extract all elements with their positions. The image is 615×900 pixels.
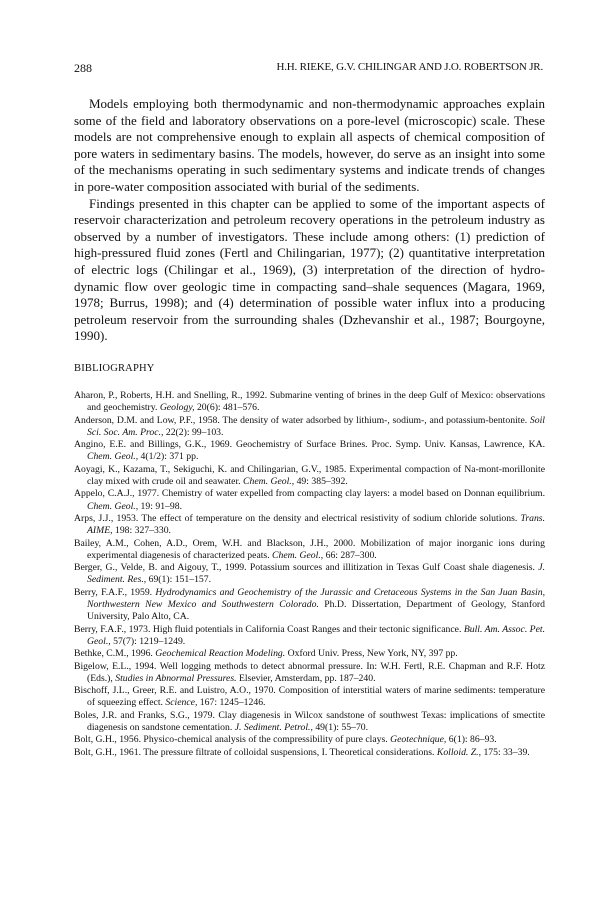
reference-entry [74,587,545,624]
paragraph: Findings presented in this chapter can be applied to some of the important aspects of reservoir characterization and petroleum recovery operations in the petroleum industry as observed by a number of investigators. These include among others: (1) prediction of high-pressured fluid zones (Fertl and Chilingarian, 1977); (2) quantitative interpretation of electric logs (Chilingar et al., 1969), (3) interpretation of the direction of hydro-dynamic flow over geologic time in compacting sand–shale sequences (Magara, 1969, 1978; Burrus, 1998); and (4) determination of possible water influx into a producing petroleum reservoir from the surrounding shales (Dzhevanshir et al., 1987; Bourgoyne, 1990). [74,195,545,344]
reference-source: Kolloid. Z., [436,746,482,758]
reference-source: Geochemical Reaction Modeling. [155,648,286,660]
reference-details: 198: 327–330. [112,525,171,537]
reference-details: Oxford Univ. Press, New York, NY, 397 pp. [285,648,458,660]
reference-entry [74,464,545,489]
reference-source: Studies in Abnormal Pressures. [115,672,237,684]
reference-text: Bischoff, J.L., Greer, R.E. and Luistro, A.O., 1970. Composition of interstitial waters of marine sediments: temperature of squeezing effect. [74,685,545,709]
reference-details: 66: 287–300. [323,549,377,561]
reference-entry [74,562,545,587]
reference-details: 22(2): 99–103. [163,426,224,438]
reference-text: Anderson, D.M. and Low, P.F., 1958. The density of water adsorbed by lithium-, sodium-, and potassium-bentonite. [74,414,530,426]
body-text [74,96,545,345]
reference-text: Bigelow, E.L., 1994. Well logging methods to detect abnormal pressure. In: W.H. Fertl, R.E. Chapman and R.F. Hotz (Eds.), [74,660,545,684]
reference-text: Aharon, P., Roberts, H.H. and Snelling, R., 1992. Submarine venting of brines in the deep Gulf of Mexico: observations and geochemistry. [74,390,545,414]
reference-entry [74,734,545,746]
reference-source: J. Sediment. Res., [87,562,545,586]
reference-details: Elsevier, Amsterdam, pp. 187–240. [236,672,376,684]
reference-entry [74,747,545,759]
reference-entry [74,685,545,710]
reference-source: Chem. Geol., [87,500,139,512]
reference-source: Soil Sci. Soc. Am. Proc., [87,414,545,438]
reference-details: 167: 1245–1246. [197,697,266,709]
reference-text: Berry, F.A.F., 1959. [74,586,156,598]
reference-source: Chem. Geol., [87,451,139,463]
reference-source: Geotechnique, [390,734,447,746]
reference-source: J. Sediment. Petrol., [234,722,313,734]
page-number: 288 [74,61,92,75]
reference-text: Arps, J.J., 1953. The effect of temperature on the density and electrical resistivity of sodium chloride solutions. [74,512,521,524]
reference-entry [74,390,545,415]
reference-source: Science, [165,697,198,709]
reference-details: 6(1): 86–93. [446,734,497,746]
page-header [74,61,543,75]
reference-entry [74,648,545,660]
reference-text: Bethke, C.M., 1996. [74,648,156,660]
running-title: H.H. RIEKE, G.V. CHILINGAR AND J.O. ROBERTSON JR. [276,61,543,73]
reference-entry [74,710,545,735]
paragraph: Models employing both thermodynamic and non-thermodynamic approaches explain some of the field and laboratory observations on a pore-level (microscopic) scale. These models are not comprehensive enough to explain all aspects of chemical composition of pore waters in sedimentary basins. The models, however, do serve as an insight into some of the mechanisms operating in such sedimentary systems and indicate trends of changes in pore-water composition associated with burial of the sediments. [74,96,545,194]
reference-details: Ph.D. Dissertation, Department of Geology, Stanford University, Palo Alto, CA. [87,599,546,623]
reference-text: Appelo, C.A.J., 1977. Chemistry of water expelled from compacting clay layers: a model based on Donnan equilibrium. [74,488,545,500]
reference-source: Geology, [159,402,195,414]
reference-details: 69(1): 151–157. [146,574,212,586]
reference-entry [74,538,545,563]
reference-source: Bull. Am. Assoc. Pet. Geol., [87,623,545,647]
reference-entry [74,415,545,440]
reference-details: 49(1): 55–70. [312,722,369,734]
reference-text: Berry, F.A.F., 1973. High fluid potentials in California Coast Ranges and their tectonic significance. [74,623,464,635]
reference-entry [74,439,545,464]
reference-details: 49: 385–392. [294,476,348,488]
reference-details: 19: 91–98. [138,500,182,512]
reference-entry [74,513,545,538]
reference-details: 57(7): 1219–1249. [110,635,186,647]
reference-source: Chem. Geol., [272,549,324,561]
reference-entry [74,488,545,513]
reference-details: 20(6): 481–576. [194,402,260,414]
reference-text: Boles, J.R. and Franks, S.G., 1979. Clay diagenesis in Wilcox sandstone of southwest Texas: implications of smectite diagenesis on sandstone cementation. [74,709,545,734]
reference-text: Angino, E.E. and Billings, G.K., 1969. Geochemistry of Surface Brines. Proc. Symp. Univ. Kansas, Lawrence, KA. [74,439,545,451]
reference-source: Chem. Geol., [243,476,295,488]
reference-details: 175: 33–39. [481,746,530,758]
reference-text: Berger, G., Velde, B. and Aigouy, T., 1999. Potassium sources and illitization in Texas Gulf Coast shale diagenesis. [74,562,539,574]
reference-text: Bolt, G.H., 1956. Physico-chemical analysis of the compressibility of pure clays. [74,734,391,746]
reference-entry [74,624,545,649]
reference-entry [74,661,545,686]
reference-text: Bailey, A.M., Cohen, A.D., Orem, W.H. and Blackson, J.H., 2000. Mobilization of major inorganic ions during experimental diagenesis of characterized peats. [74,537,545,561]
reference-text: Aoyagi, K., Kazama, T., Sekiguchi, K. and Chilingarian, G.V., 1985. Experimental compaction of Na-mont-morillonite clay mixed with crude oil and seawater. [74,463,545,488]
reference-text: Bolt, G.H., 1961. The pressure filtrate of colloidal suspensions, I. Theoretical considerations. [74,746,437,758]
reference-list [74,390,545,759]
bibliography-heading: BIBLIOGRAPHY [74,363,155,374]
reference-source: Trans. AIME, [87,512,545,537]
reference-details: 4(1/2): 371 pp. [138,451,199,463]
reference-source: Hydrodynamics and Geochemistry of the Jurassic and Cretaceous Systems in the San Juan Basin, Northwestern New Mexico and Southwestern Colorado. [87,586,545,611]
